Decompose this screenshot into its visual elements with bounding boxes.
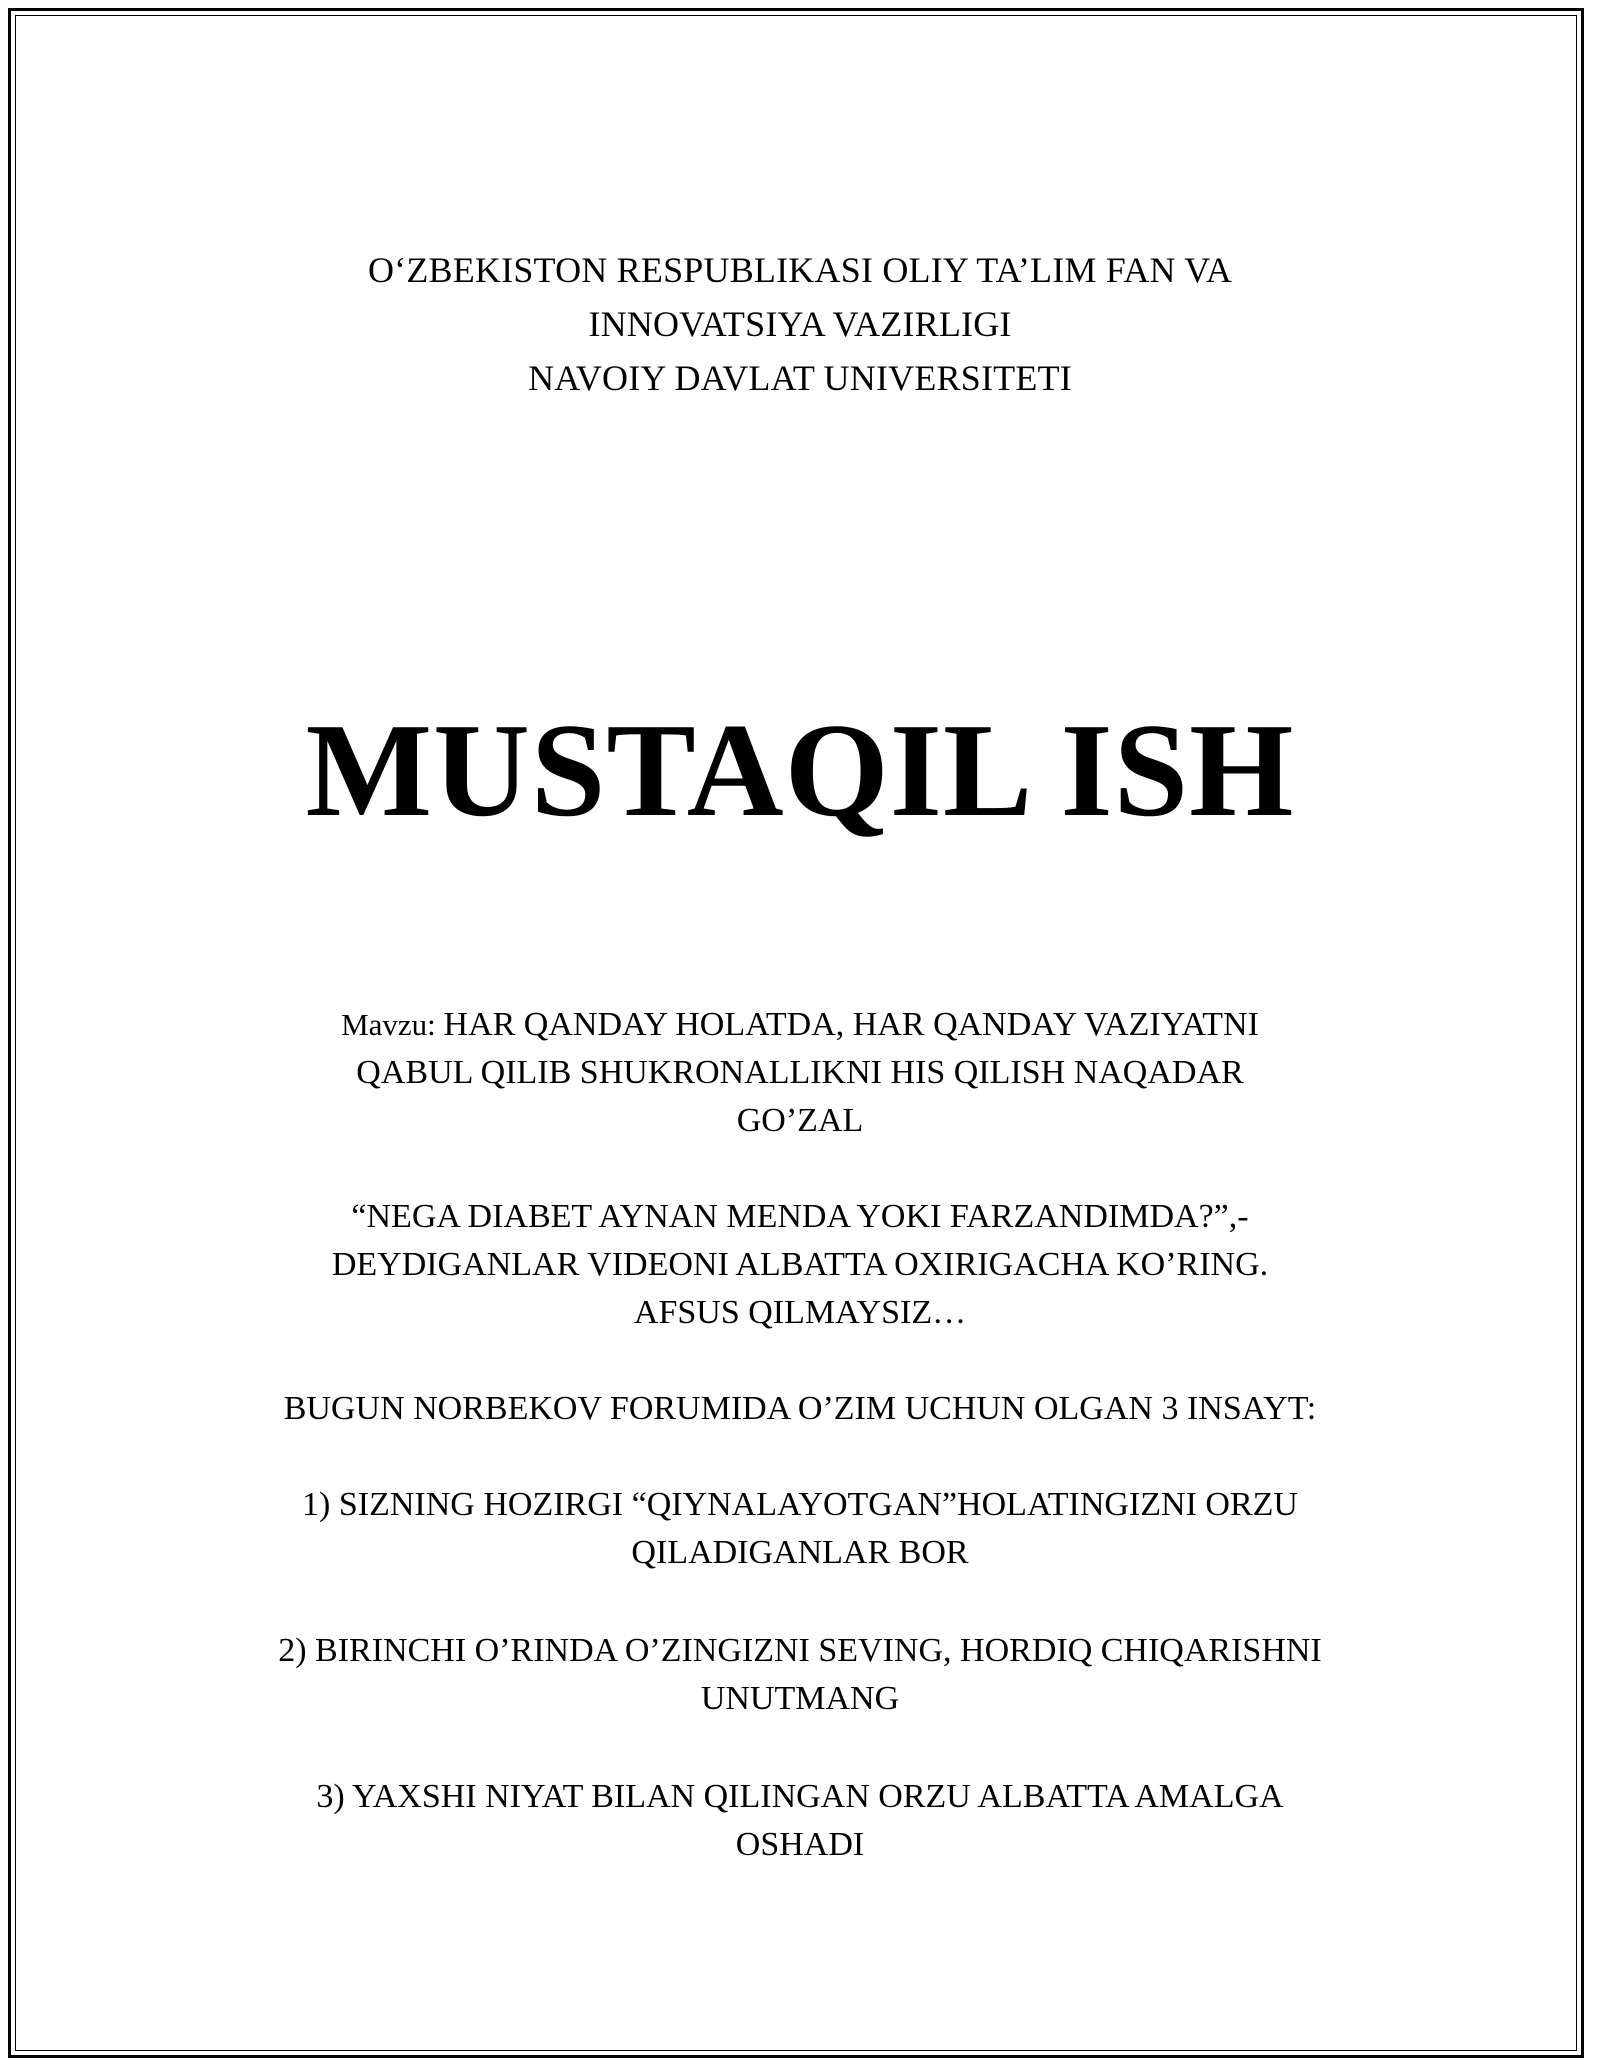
insight-2-line-1: 2) BIRINCHI O’RINDA O’ZINGIZNI SEVING, HORDIQ CHIQARISHNI: [278, 1632, 1322, 1669]
insight-2-line-2: UNUTMANG: [700, 1680, 900, 1717]
topic-prefix: Mavzu:: [341, 1007, 444, 1042]
topic-block: [0, 1001, 1600, 1145]
quote-block: [0, 1193, 1600, 1337]
header-line-ministry: O‘ZBEKISTON RESPUBLIKASI OLIY TA’LIM FAN VA: [367, 250, 1233, 290]
header-line-ministry-cont: INNOVATSIYA VAZIRLIGI: [588, 304, 1012, 344]
topic-text-1: HAR QANDAY HOLATDA, HAR QANDAY VAZIYATNI: [443, 1006, 1259, 1043]
topic-line-2: QABUL QILIB SHUKRONALLIKNI HIS QILISH NAQADAR: [356, 1054, 1244, 1091]
quote-line-2: DEYDIGANLAR VIDEONI ALBATTA OXIRIGACHA KO’RING.: [331, 1246, 1269, 1283]
insight-3-line-1: 3) YAXSHI NIYAT BILAN QILINGAN ORZU ALBATTA AMALGA: [316, 1778, 1284, 1815]
insight-item-2: [0, 1627, 1600, 1723]
quote-line-1: “NEGA DIABET AYNAN MENDA YOKI FARZANDIMDA?”,-: [351, 1198, 1249, 1235]
quote-line-3: AFSUS QILMAYSIZ…: [633, 1294, 967, 1331]
document-title: MUSTAQIL ISH: [305, 696, 1295, 844]
topic-line-1: [0, 1001, 1600, 1049]
insights-intro-line: BUGUN NORBEKOV FORUMIDA O’ZIM UCHUN OLGAN 3 INSAYT:: [283, 1390, 1317, 1427]
insight-1-line-2: QILADIGANLAR BOR: [631, 1534, 969, 1571]
insight-1-line-1: 1) SIZNING HOZIRGI “QIYNALAYOTGAN”HOLATINGIZNI ORZU: [302, 1486, 1298, 1523]
insight-item-3: [0, 1773, 1600, 1869]
insights-intro: [0, 1385, 1600, 1433]
header-line-university: NAVOIY DAVLAT UNIVERSITETI: [528, 358, 1072, 398]
insight-item-1: [0, 1481, 1600, 1577]
insight-3-line-2: OSHADI: [735, 1826, 865, 1863]
topic-line-3: GO’ZAL: [736, 1102, 864, 1139]
institution-header: [0, 243, 1600, 405]
